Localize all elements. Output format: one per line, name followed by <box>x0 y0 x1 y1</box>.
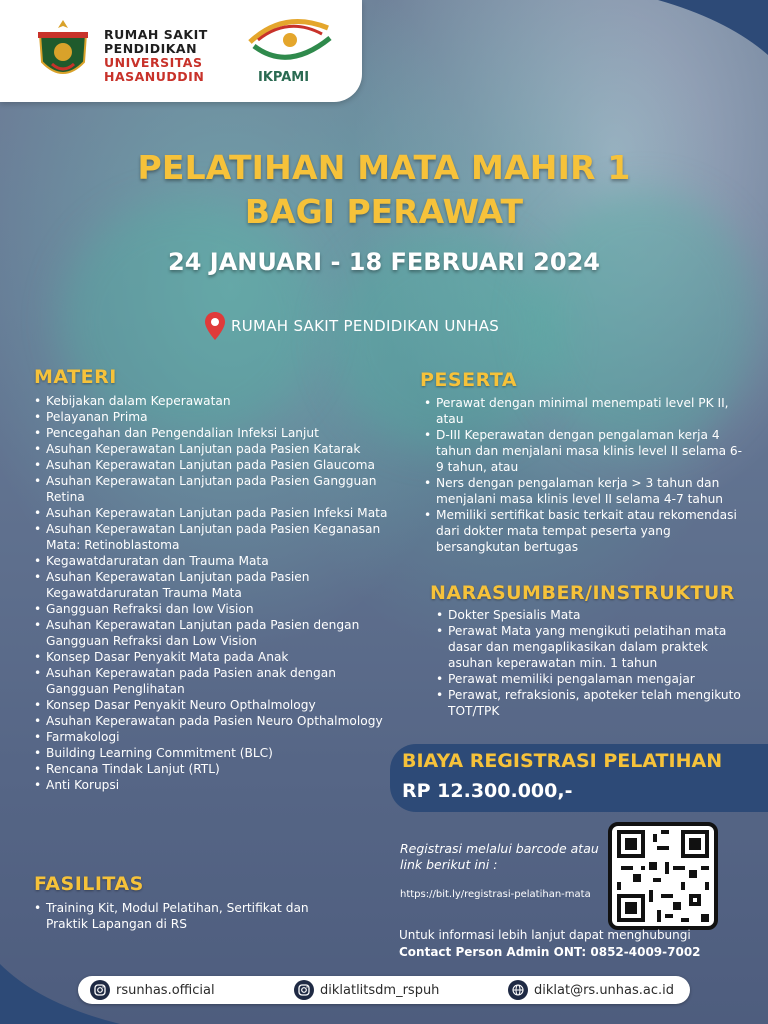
logo-line: HASANUDDIN <box>104 69 205 84</box>
materi-heading: MATERI <box>34 366 117 388</box>
narasumber-list <box>436 607 746 719</box>
materi-list <box>34 393 394 793</box>
biaya-heading: BIAYA REGISTRASI PELATIHAN <box>402 750 723 772</box>
rsuh-logo-text <box>104 28 234 84</box>
logo-line: PENDIDIKAN <box>104 41 198 56</box>
venue-text: RUMAH SAKIT PENDIDIKAN UNHAS <box>231 317 500 335</box>
narasumber-heading: NARASUMBER/INSTRUKTUR <box>430 582 735 604</box>
location-pin-icon <box>205 312 225 340</box>
list-item: • Memiliki sertifikat basic terkait atau rekomendasi dari dokter mata tempat peserta yang bersangkutan bertugas <box>424 507 744 555</box>
list-item: • Perawat dengan minimal menempati level PK II, atau <box>424 395 744 427</box>
instagram-icon <box>294 980 314 1000</box>
venue <box>205 312 499 340</box>
peserta-heading: PESERTA <box>420 369 518 391</box>
instagram-handle: diklatlitsdm_rspuh <box>320 982 440 998</box>
qr-code[interactable] <box>608 822 718 930</box>
list-item: • Kebijakan dalam Keperawatan <box>34 393 394 409</box>
instagram-link-rsunhas[interactable] <box>90 978 215 1002</box>
peserta-list <box>424 395 744 555</box>
list-item: • Dokter Spesialis Mata <box>436 607 746 623</box>
list-item: • Konsep Dasar Penyakit Mata pada Anak <box>34 649 394 665</box>
social-bar <box>78 976 690 1004</box>
globe-icon <box>508 980 528 1000</box>
rsuh-logo-icon <box>32 18 94 86</box>
list-item: • Asuhan Keperawatan Lanjutan pada Pasien Infeksi Mata <box>34 505 394 521</box>
list-item: • D-III Keperawatan dengan pengalaman kerja 4 tahun dan menjalani masa klinis level II selama 6-9 tahun, atau <box>424 427 744 475</box>
list-item: • Asuhan Keperawatan Lanjutan pada Pasien dengan Gangguan Refraksi dan Low Vision <box>34 617 394 649</box>
fasilitas-list <box>34 900 354 932</box>
list-item: • Asuhan Keperawatan Lanjutan pada Pasien Kegawatdaruratan Trauma Mata <box>34 569 394 601</box>
email-link[interactable] <box>508 978 674 1002</box>
list-item: • Farmakologi <box>34 729 394 745</box>
list-item: • Perawat memiliki pengalaman mengajar <box>436 671 746 687</box>
instagram-link-diklat[interactable] <box>294 978 439 1002</box>
logo-line: RUMAH SAKIT <box>104 27 208 42</box>
list-item: • Pelayanan Prima <box>34 409 394 425</box>
email-address: diklat@rs.unhas.ac.id <box>534 982 675 998</box>
header-card <box>0 0 362 102</box>
list-item: • Asuhan Keperawatan pada Pasien anak dengan Gangguan Penglihatan <box>34 665 394 697</box>
list-item: • Asuhan Keperawatan Lanjutan pada Pasien Glaucoma <box>34 457 394 473</box>
list-item: • Konsep Dasar Penyakit Neuro Opthalmology <box>34 697 394 713</box>
instagram-handle: rsunhas.official <box>116 982 215 998</box>
list-item: • Ners dengan pengalaman kerja > 3 tahun dan menjalani masa klinis level II selama 4-7 tahun <box>424 475 744 507</box>
instagram-icon <box>90 980 110 1000</box>
list-item: • Asuhan Keperawatan Lanjutan pada Pasien Keganasan Mata: Retinoblastoma <box>34 521 394 553</box>
list-item: • Kegawatdaruratan dan Trauma Mata <box>34 553 394 569</box>
list-item: • Asuhan Keperawatan Lanjutan pada Pasien Gangguan Retina <box>34 473 394 505</box>
list-item: • Perawat Mata yang mengikuti pelatihan mata dasar dan mengaplikasikan dalam praktek asuhan keperawatan min. 1 tahun <box>436 623 746 671</box>
list-item: • Pencegahan dan Pengendalian Infeksi Lanjut <box>34 425 394 441</box>
list-item: • Asuhan Keperawatan Lanjutan pada Pasien Katarak <box>34 441 394 457</box>
qr-code-icon <box>612 826 714 926</box>
corner-decoration <box>618 0 768 60</box>
logo-line: UNIVERSITAS <box>104 55 203 70</box>
fasilitas-heading: FASILITAS <box>34 873 144 895</box>
registration-text: Registrasi melalui barcode atau link berikut ini : <box>400 841 599 872</box>
ikpami-logo-icon <box>244 10 336 70</box>
list-item: • Asuhan Keperawatan pada Pasien Neuro Opthalmology <box>34 713 394 729</box>
list-item: • Training Kit, Modul Pelatihan, Sertifikat dan Praktik Lapangan di RS <box>34 900 354 932</box>
info-text: Untuk informasi lebih lanjut dapat menghubungi <box>399 928 691 942</box>
registration-link[interactable]: https://bit.ly/registrasi-pelatihan-mata <box>400 889 591 900</box>
title-line-2: BAGI PERAWAT <box>244 192 524 231</box>
biaya-amount: RP 12.300.000,- <box>402 780 573 802</box>
list-item: • Building Learning Commitment (BLC) <box>34 745 394 761</box>
ikpami-label: IKPAMI <box>258 70 310 85</box>
title-line-1: PELATIHAN MATA MAHIR 1 <box>137 148 631 187</box>
contact-text: Contact Person Admin ONT: 0852-4009-7002 <box>399 945 701 959</box>
list-item: • Gangguan Refraksi dan low Vision <box>34 601 394 617</box>
list-item: • Anti Korupsi <box>34 777 394 793</box>
list-item: • Rencana Tindak Lanjut (RTL) <box>34 761 394 777</box>
event-dates: 24 JANUARI - 18 FEBRUARI 2024 <box>168 248 600 276</box>
list-item: • Perawat, refraksionis, apoteker telah mengikuto TOT/TPK <box>436 687 746 719</box>
